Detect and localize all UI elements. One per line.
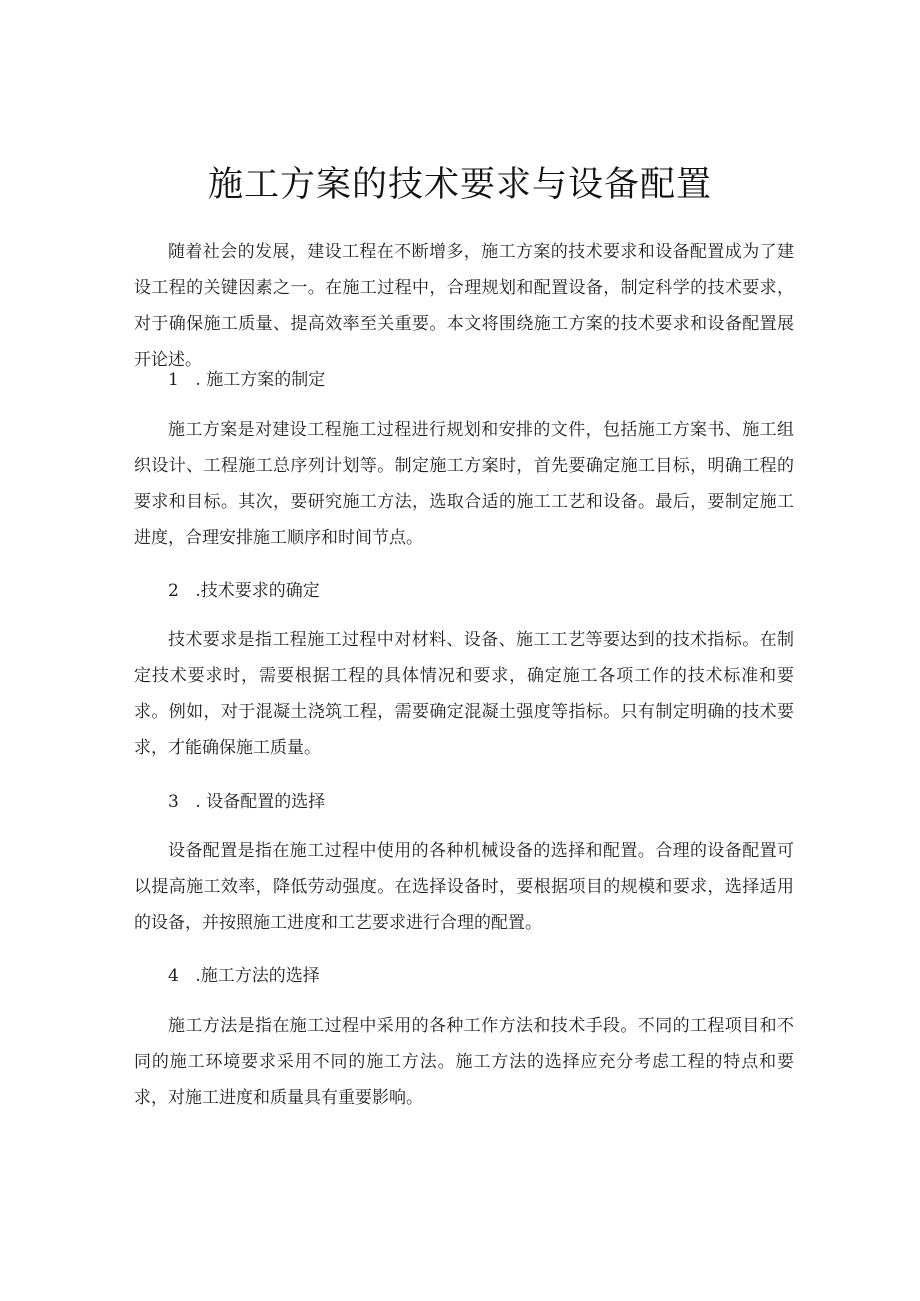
section-heading-1: [168, 362, 768, 398]
intro-paragraph: 随着社会的发展，建设工程在不断增多，施工方案的技术要求和设备配置成为了建设工程的关键因素之一。在施工过程中，合理规划和配置设备，制定科学的技术要求，对于确保施工质量、提高效率至关重要。本文将围绕施工方案的技术要求和设备配置展开论述。: [134, 242, 794, 370]
section-paragraph-2: 技术要求是指工程施工过程中对材料、设备、施工工艺等要达到的技术指标。在制定技术要求时，需要根据工程的具体情况和要求，确定施工各项工作的技术标准和要求。例如，对于混凝土浇筑工程，需要确定混凝土强度等指标。只有制定明确的技术要求，才能确保施工质量。: [134, 630, 794, 758]
section-title: . 设备配置的选择: [190, 792, 326, 812]
section-number: 3: [168, 792, 179, 812]
section-heading-2: [168, 573, 768, 609]
section-number: 2: [168, 581, 179, 601]
section-paragraph-4: 施工方法是指在施工过程中采用的各种工作方法和技术手段。不同的工程项目和不同的施工环境要求采用不同的施工方法。施工方法的选择应充分考虑工程的特点和要求，对施工进度和质量具有重要影响。: [134, 1016, 794, 1108]
section-paragraph-1: 施工方案是对建设工程施工过程进行规划和安排的文件，包括施工方案书、施工组织设计、工程施工总序列计划等。制定施工方案时，首先要确定施工目标，明确工程的要求和目标。其次，要研究施工方法，选取合适的施工工艺和设备。最后，要制定施工进度，合理安排施工顺序和时间节点。: [134, 420, 794, 548]
section-paragraph-3: 设备配置是指在施工过程中使用的各种机械设备的选择和配置。合理的设备配置可以提高施工效率，降低劳动强度。在选择设备时，要根据项目的规模和要求，选择适用的设备，并按照施工进度和工艺要求进行合理的配置。: [134, 841, 794, 933]
section-title: .施工方法的选择: [190, 966, 320, 986]
section-title: . 施工方案的制定: [190, 370, 326, 390]
section-number: 4: [168, 966, 179, 986]
section-title: .技术要求的确定: [190, 581, 320, 601]
section-heading-3: [168, 784, 768, 820]
document-title: 施工方案的技术要求与设备配置: [207, 165, 712, 205]
section-number: 1: [168, 370, 179, 390]
section-heading-4: [168, 958, 768, 994]
